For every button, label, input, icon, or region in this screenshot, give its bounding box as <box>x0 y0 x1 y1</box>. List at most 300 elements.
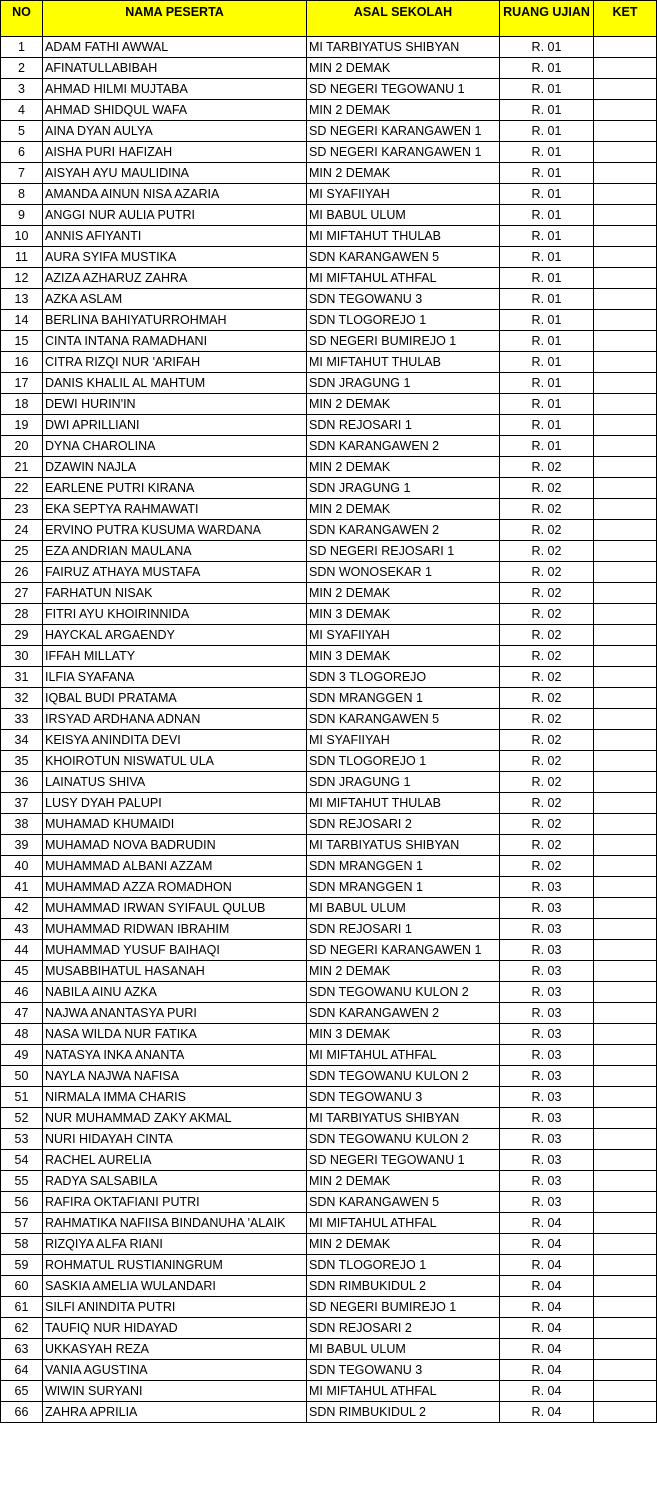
cell-school: SDN RIMBUKIDUL 2 <box>307 1402 500 1423</box>
table-row <box>1 457 657 478</box>
cell-name: AHMAD HILMI MUJTABA <box>43 79 307 100</box>
cell-ket <box>594 352 657 373</box>
table-row <box>1 688 657 709</box>
cell-name: AZIZA AZHARUZ ZAHRA <box>43 268 307 289</box>
cell-name: NUR MUHAMMAD ZAKY AKMAL <box>43 1108 307 1129</box>
cell-no: 1 <box>1 37 43 58</box>
cell-name: SASKIA AMELIA WULANDARI <box>43 1276 307 1297</box>
cell-no: 66 <box>1 1402 43 1423</box>
cell-room: R. 01 <box>500 58 594 79</box>
cell-ket <box>594 37 657 58</box>
cell-name: ANNIS AFIYANTI <box>43 226 307 247</box>
table-row <box>1 478 657 499</box>
cell-name: ERVINO PUTRA KUSUMA WARDANA <box>43 520 307 541</box>
cell-ket <box>594 625 657 646</box>
cell-no: 12 <box>1 268 43 289</box>
cell-no: 15 <box>1 331 43 352</box>
cell-room: R. 03 <box>500 1087 594 1108</box>
cell-name: AZKA ASLAM <box>43 289 307 310</box>
table-row <box>1 58 657 79</box>
cell-name: IRSYAD ARDHANA ADNAN <box>43 709 307 730</box>
table-row <box>1 163 657 184</box>
cell-ket <box>594 1276 657 1297</box>
cell-school: MI SYAFIIYAH <box>307 730 500 751</box>
cell-room: R. 02 <box>500 709 594 730</box>
cell-ket <box>594 1192 657 1213</box>
cell-room: R. 02 <box>500 541 594 562</box>
cell-no: 48 <box>1 1024 43 1045</box>
cell-ket <box>594 121 657 142</box>
cell-no: 32 <box>1 688 43 709</box>
table-row <box>1 142 657 163</box>
cell-school: MIN 2 DEMAK <box>307 58 500 79</box>
cell-room: R. 02 <box>500 646 594 667</box>
table-row <box>1 1066 657 1087</box>
cell-no: 64 <box>1 1360 43 1381</box>
cell-ket <box>594 772 657 793</box>
cell-name: RADYA SALSABILA <box>43 1171 307 1192</box>
cell-school: MI BABUL ULUM <box>307 205 500 226</box>
cell-name: FITRI AYU KHOIRINNIDA <box>43 604 307 625</box>
cell-school: MIN 2 DEMAK <box>307 457 500 478</box>
cell-no: 18 <box>1 394 43 415</box>
cell-school: MIN 2 DEMAK <box>307 100 500 121</box>
cell-ket <box>594 1318 657 1339</box>
cell-no: 23 <box>1 499 43 520</box>
cell-name: NABILA AINU AZKA <box>43 982 307 1003</box>
cell-name: ADAM FATHI AWWAL <box>43 37 307 58</box>
cell-school: MIN 3 DEMAK <box>307 1024 500 1045</box>
cell-name: NATASYA INKA ANANTA <box>43 1045 307 1066</box>
table-row <box>1 331 657 352</box>
header-name: NAMA PESERTA <box>43 1 307 37</box>
cell-school: MIN 2 DEMAK <box>307 961 500 982</box>
cell-room: R. 01 <box>500 79 594 100</box>
cell-school: MI SYAFIIYAH <box>307 184 500 205</box>
cell-no: 53 <box>1 1129 43 1150</box>
cell-school: MI BABUL ULUM <box>307 898 500 919</box>
cell-no: 25 <box>1 541 43 562</box>
cell-school: MIN 2 DEMAK <box>307 1234 500 1255</box>
cell-name: NURI HIDAYAH CINTA <box>43 1129 307 1150</box>
table-row <box>1 730 657 751</box>
cell-ket <box>594 1297 657 1318</box>
cell-room: R. 01 <box>500 289 594 310</box>
cell-ket <box>594 457 657 478</box>
table-row <box>1 100 657 121</box>
table-row <box>1 1045 657 1066</box>
cell-school: SDN KARANGAWEN 5 <box>307 1192 500 1213</box>
cell-school: SDN KARANGAWEN 2 <box>307 1003 500 1024</box>
cell-room: R. 01 <box>500 121 594 142</box>
cell-name: MUHAMMAD ALBANI AZZAM <box>43 856 307 877</box>
cell-school: MI SYAFIIYAH <box>307 625 500 646</box>
cell-room: R. 03 <box>500 1150 594 1171</box>
cell-room: R. 02 <box>500 835 594 856</box>
cell-ket <box>594 961 657 982</box>
cell-room: R. 01 <box>500 394 594 415</box>
cell-room: R. 01 <box>500 310 594 331</box>
cell-no: 7 <box>1 163 43 184</box>
cell-no: 60 <box>1 1276 43 1297</box>
cell-name: IFFAH MILLATY <box>43 646 307 667</box>
cell-ket <box>594 310 657 331</box>
header-ket: KET <box>594 1 657 37</box>
cell-school: SDN TLOGOREJO 1 <box>307 1255 500 1276</box>
cell-name: MUSABBIHATUL HASANAH <box>43 961 307 982</box>
cell-school: SDN MRANGGEN 1 <box>307 877 500 898</box>
table-row <box>1 289 657 310</box>
table-row <box>1 1276 657 1297</box>
cell-room: R. 02 <box>500 772 594 793</box>
cell-school: SD NEGERI KARANGAWEN 1 <box>307 121 500 142</box>
cell-name: RAHMATIKA NAFIISA BINDANUHA 'ALAIK <box>43 1213 307 1234</box>
cell-no: 55 <box>1 1171 43 1192</box>
cell-school: MI MIFTAHUT THULAB <box>307 793 500 814</box>
cell-ket <box>594 898 657 919</box>
cell-no: 35 <box>1 751 43 772</box>
table-row <box>1 1213 657 1234</box>
cell-ket <box>594 79 657 100</box>
cell-no: 59 <box>1 1255 43 1276</box>
table-row <box>1 415 657 436</box>
cell-ket <box>594 604 657 625</box>
cell-room: R. 04 <box>500 1339 594 1360</box>
cell-ket <box>594 982 657 1003</box>
cell-no: 13 <box>1 289 43 310</box>
cell-ket <box>594 520 657 541</box>
cell-ket <box>594 226 657 247</box>
table-row <box>1 352 657 373</box>
cell-room: R. 03 <box>500 1108 594 1129</box>
table-row <box>1 1192 657 1213</box>
cell-no: 54 <box>1 1150 43 1171</box>
cell-no: 56 <box>1 1192 43 1213</box>
cell-no: 42 <box>1 898 43 919</box>
cell-name: RACHEL AURELIA <box>43 1150 307 1171</box>
cell-ket <box>594 1024 657 1045</box>
cell-school: SDN JRAGUNG 1 <box>307 478 500 499</box>
cell-room: R. 01 <box>500 415 594 436</box>
table-row <box>1 37 657 58</box>
cell-school: SDN TEGOWANU KULON 2 <box>307 982 500 1003</box>
table-row <box>1 394 657 415</box>
cell-room: R. 02 <box>500 751 594 772</box>
cell-ket <box>594 1360 657 1381</box>
cell-no: 52 <box>1 1108 43 1129</box>
cell-no: 22 <box>1 478 43 499</box>
cell-no: 41 <box>1 877 43 898</box>
cell-name: ROHMATUL RUSTIANINGRUM <box>43 1255 307 1276</box>
cell-name: AURA SYIFA MUSTIKA <box>43 247 307 268</box>
table-row <box>1 1150 657 1171</box>
table-row <box>1 226 657 247</box>
cell-name: AINA DYAN AULYA <box>43 121 307 142</box>
table-row <box>1 583 657 604</box>
cell-room: R. 03 <box>500 1045 594 1066</box>
cell-name: AISHA PURI HAFIZAH <box>43 142 307 163</box>
cell-school: MI MIFTAHUT THULAB <box>307 352 500 373</box>
cell-room: R. 04 <box>500 1276 594 1297</box>
cell-name: MUHAMMAD YUSUF BAIHAQI <box>43 940 307 961</box>
cell-ket <box>594 835 657 856</box>
cell-ket <box>594 1108 657 1129</box>
cell-ket <box>594 478 657 499</box>
header-row <box>1 1 657 37</box>
cell-room: R. 02 <box>500 457 594 478</box>
cell-ket <box>594 688 657 709</box>
cell-school: SDN TEGOWANU KULON 2 <box>307 1066 500 1087</box>
table-row <box>1 898 657 919</box>
cell-name: DWI APRILLIANI <box>43 415 307 436</box>
cell-name: EARLENE PUTRI KIRANA <box>43 478 307 499</box>
cell-name: FAIRUZ ATHAYA MUSTAFA <box>43 562 307 583</box>
cell-name: CITRA RIZQI NUR 'ARIFAH <box>43 352 307 373</box>
cell-no: 38 <box>1 814 43 835</box>
cell-name: DANIS KHALIL AL MAHTUM <box>43 373 307 394</box>
cell-no: 31 <box>1 667 43 688</box>
cell-no: 36 <box>1 772 43 793</box>
cell-no: 16 <box>1 352 43 373</box>
cell-school: MIN 2 DEMAK <box>307 394 500 415</box>
cell-school: SDN TLOGOREJO 1 <box>307 310 500 331</box>
cell-no: 45 <box>1 961 43 982</box>
cell-name: VANIA AGUSTINA <box>43 1360 307 1381</box>
table-row <box>1 814 657 835</box>
cell-room: R. 03 <box>500 1192 594 1213</box>
cell-name: DYNA CHAROLINA <box>43 436 307 457</box>
cell-name: HAYCKAL ARGAENDY <box>43 625 307 646</box>
cell-school: SDN TEGOWANU KULON 2 <box>307 1129 500 1150</box>
cell-school: SD NEGERI KARANGAWEN 1 <box>307 940 500 961</box>
cell-ket <box>594 1171 657 1192</box>
cell-ket <box>594 919 657 940</box>
cell-school: MIN 2 DEMAK <box>307 1171 500 1192</box>
cell-name: LUSY DYAH PALUPI <box>43 793 307 814</box>
cell-no: 21 <box>1 457 43 478</box>
cell-ket <box>594 373 657 394</box>
cell-name: DEWI HURIN'IN <box>43 394 307 415</box>
header-room: RUANG UJIAN <box>500 1 594 37</box>
table-row <box>1 1381 657 1402</box>
cell-room: R. 04 <box>500 1297 594 1318</box>
cell-room: R. 01 <box>500 331 594 352</box>
cell-name: FARHATUN NISAK <box>43 583 307 604</box>
cell-room: R. 03 <box>500 1129 594 1150</box>
cell-ket <box>594 205 657 226</box>
cell-ket <box>594 142 657 163</box>
cell-no: 65 <box>1 1381 43 1402</box>
cell-ket <box>594 1150 657 1171</box>
cell-no: 49 <box>1 1045 43 1066</box>
cell-ket <box>594 709 657 730</box>
cell-school: SDN REJOSARI 1 <box>307 415 500 436</box>
cell-name: WIWIN SURYANI <box>43 1381 307 1402</box>
cell-school: MI MIFTAHUL ATHFAL <box>307 1045 500 1066</box>
cell-ket <box>594 1045 657 1066</box>
cell-ket <box>594 499 657 520</box>
cell-room: R. 01 <box>500 184 594 205</box>
cell-name: AMANDA AINUN NISA AZARIA <box>43 184 307 205</box>
cell-no: 27 <box>1 583 43 604</box>
cell-no: 19 <box>1 415 43 436</box>
cell-no: 10 <box>1 226 43 247</box>
cell-school: SDN TEGOWANU 3 <box>307 1360 500 1381</box>
cell-room: R. 04 <box>500 1255 594 1276</box>
table-row <box>1 1339 657 1360</box>
cell-no: 51 <box>1 1087 43 1108</box>
cell-ket <box>594 814 657 835</box>
cell-ket <box>594 436 657 457</box>
cell-no: 3 <box>1 79 43 100</box>
cell-ket <box>594 1381 657 1402</box>
cell-ket <box>594 730 657 751</box>
cell-room: R. 03 <box>500 940 594 961</box>
cell-name: TAUFIQ NUR HIDAYAD <box>43 1318 307 1339</box>
cell-no: 4 <box>1 100 43 121</box>
cell-room: R. 02 <box>500 814 594 835</box>
cell-room: R. 01 <box>500 373 594 394</box>
table-row <box>1 205 657 226</box>
cell-school: MIN 2 DEMAK <box>307 583 500 604</box>
cell-ket <box>594 1129 657 1150</box>
cell-ket <box>594 1213 657 1234</box>
table-row <box>1 1003 657 1024</box>
cell-no: 61 <box>1 1297 43 1318</box>
table-row <box>1 1318 657 1339</box>
cell-room: R. 02 <box>500 499 594 520</box>
cell-room: R. 02 <box>500 604 594 625</box>
table-row <box>1 940 657 961</box>
table-row <box>1 604 657 625</box>
table-row <box>1 184 657 205</box>
cell-school: SDN RIMBUKIDUL 2 <box>307 1276 500 1297</box>
cell-school: MI MIFTAHUT THULAB <box>307 226 500 247</box>
table-row <box>1 1402 657 1423</box>
cell-name: ANGGI NUR AULIA PUTRI <box>43 205 307 226</box>
cell-name: AISYAH AYU MAULIDINA <box>43 163 307 184</box>
table-row <box>1 1171 657 1192</box>
table-row <box>1 709 657 730</box>
cell-school: MIN 2 DEMAK <box>307 499 500 520</box>
cell-room: R. 01 <box>500 142 594 163</box>
cell-no: 63 <box>1 1339 43 1360</box>
table-row <box>1 310 657 331</box>
cell-no: 47 <box>1 1003 43 1024</box>
cell-school: SDN TLOGOREJO 1 <box>307 751 500 772</box>
cell-ket <box>594 877 657 898</box>
cell-school: SDN MRANGGEN 1 <box>307 856 500 877</box>
cell-school: SD NEGERI BUMIREJO 1 <box>307 331 500 352</box>
cell-school: MI TARBIYATUS SHIBYAN <box>307 37 500 58</box>
cell-no: 6 <box>1 142 43 163</box>
cell-ket <box>594 646 657 667</box>
cell-no: 58 <box>1 1234 43 1255</box>
cell-ket <box>594 583 657 604</box>
table-row <box>1 877 657 898</box>
cell-ket <box>594 940 657 961</box>
table-row <box>1 835 657 856</box>
cell-room: R. 01 <box>500 37 594 58</box>
cell-school: SDN REJOSARI 1 <box>307 919 500 940</box>
cell-no: 24 <box>1 520 43 541</box>
header-school: ASAL SEKOLAH <box>307 1 500 37</box>
cell-name: IQBAL BUDI PRATAMA <box>43 688 307 709</box>
table-row <box>1 79 657 100</box>
cell-ket <box>594 793 657 814</box>
table-row <box>1 667 657 688</box>
cell-name: ILFIA SYAFANA <box>43 667 307 688</box>
table-row <box>1 625 657 646</box>
cell-no: 29 <box>1 625 43 646</box>
cell-no: 33 <box>1 709 43 730</box>
cell-room: R. 04 <box>500 1360 594 1381</box>
cell-no: 37 <box>1 793 43 814</box>
cell-name: AHMAD SHIDQUL WAFA <box>43 100 307 121</box>
table-row <box>1 772 657 793</box>
cell-room: R. 02 <box>500 478 594 499</box>
table-row <box>1 1360 657 1381</box>
cell-name: CINTA INTANA RAMADHANI <box>43 331 307 352</box>
cell-school: MI TARBIYATUS SHIBYAN <box>307 1108 500 1129</box>
cell-ket <box>594 1255 657 1276</box>
cell-room: R. 02 <box>500 520 594 541</box>
cell-room: R. 01 <box>500 436 594 457</box>
table-row <box>1 1108 657 1129</box>
table-row <box>1 961 657 982</box>
cell-room: R. 02 <box>500 730 594 751</box>
cell-name: KHOIROTUN NISWATUL ULA <box>43 751 307 772</box>
cell-name: MUHAMAD KHUMAIDI <box>43 814 307 835</box>
cell-school: MI BABUL ULUM <box>307 1339 500 1360</box>
cell-room: R. 03 <box>500 877 594 898</box>
table-row <box>1 541 657 562</box>
cell-ket <box>594 541 657 562</box>
cell-no: 30 <box>1 646 43 667</box>
cell-school: SDN MRANGGEN 1 <box>307 688 500 709</box>
cell-room: R. 04 <box>500 1381 594 1402</box>
cell-name: NIRMALA IMMA CHARIS <box>43 1087 307 1108</box>
cell-ket <box>594 184 657 205</box>
cell-name: NASA WILDA NUR FATIKA <box>43 1024 307 1045</box>
cell-ket <box>594 247 657 268</box>
table-row <box>1 562 657 583</box>
table-row <box>1 1024 657 1045</box>
cell-ket <box>594 415 657 436</box>
cell-school: MI MIFTAHUL ATHFAL <box>307 1381 500 1402</box>
cell-no: 34 <box>1 730 43 751</box>
cell-no: 39 <box>1 835 43 856</box>
cell-no: 2 <box>1 58 43 79</box>
table-row <box>1 646 657 667</box>
table-row <box>1 1129 657 1150</box>
cell-school: SDN REJOSARI 2 <box>307 1318 500 1339</box>
cell-ket <box>594 751 657 772</box>
cell-school: SDN KARANGAWEN 5 <box>307 247 500 268</box>
cell-name: RIZQIYA ALFA RIANI <box>43 1234 307 1255</box>
cell-room: R. 03 <box>500 982 594 1003</box>
table-row <box>1 1087 657 1108</box>
cell-no: 40 <box>1 856 43 877</box>
cell-ket <box>594 1003 657 1024</box>
cell-room: R. 02 <box>500 856 594 877</box>
cell-ket <box>594 1087 657 1108</box>
table-row <box>1 247 657 268</box>
cell-room: R. 02 <box>500 793 594 814</box>
cell-room: R. 01 <box>500 205 594 226</box>
table-row <box>1 1297 657 1318</box>
cell-school: SDN KARANGAWEN 2 <box>307 520 500 541</box>
